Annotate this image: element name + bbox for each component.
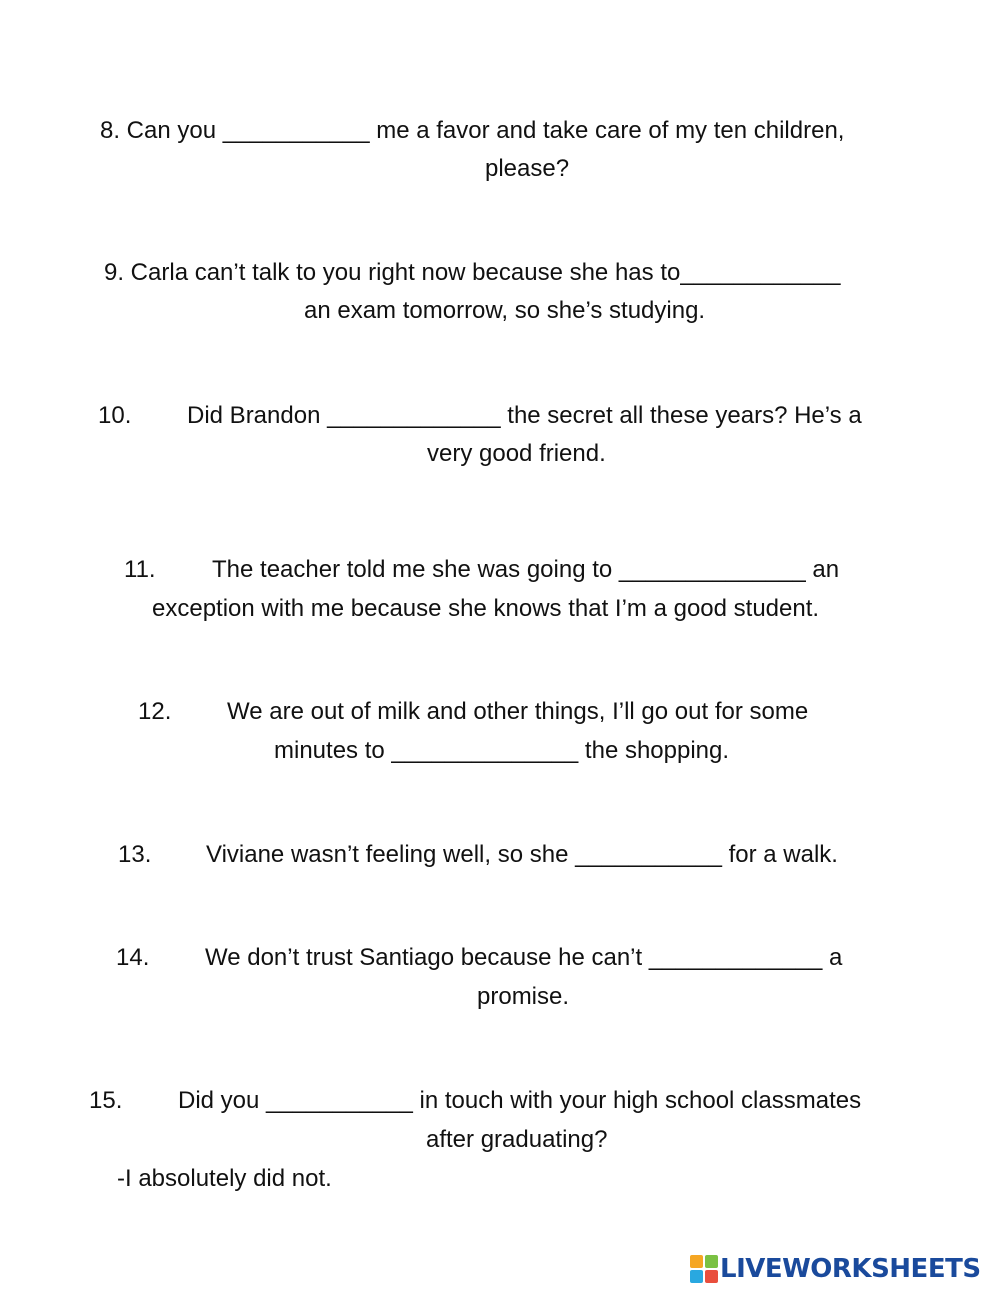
question-13-number: 13. [118,841,152,868]
question-12-line-2: minutes to ______________ the shopping. [274,737,730,764]
liveworksheets-brand [690,1252,981,1286]
question-15-line-2: after graduating? [426,1126,608,1153]
question-9-line-2: an exam tomorrow, so she’s studying. [304,297,706,324]
question-12-number: 12. [138,698,172,725]
question-9-line-1: 9. Carla can’t talk to you right now because she has to____________ [104,259,841,286]
question-15-line-1: Did you ___________ in touch with your high school classmates [178,1087,862,1114]
liveworksheets-logo-icon [690,1255,718,1283]
logo-tile-3 [690,1270,703,1283]
question-10-number: 10. [98,402,132,429]
question-11-number: 11. [124,556,156,583]
question-8-line-2: please? [485,155,570,182]
question-11-line-1: The teacher told me she was going to ______________ an [212,556,840,583]
logo-tile-1 [690,1255,703,1268]
question-8-line-1: 8. Can you ___________ me a favor and take care of my ten children, [100,117,845,144]
question-14-number: 14. [116,944,150,971]
logo-tile-2 [705,1255,718,1268]
question-15-number: 15. [89,1087,123,1114]
question-14-line-1: We don’t trust Santiago because he can’t _____________ a [205,944,843,971]
question-10-line-2: very good friend. [427,440,606,467]
question-15-answer: -I absolutely did not. [117,1165,332,1192]
question-11-line-2: exception with me because she knows that I’m a good student. [152,595,820,622]
brand-name: LIVEWORKSHEETS [720,1254,981,1284]
question-12-line-1: We are out of milk and other things, I’ll go out for some [227,698,809,725]
question-10-line-1: Did Brandon _____________ the secret all these years? He’s a [187,402,862,429]
logo-tile-4 [705,1270,718,1283]
question-13-line-1: Viviane wasn’t feeling well, so she ___________ for a walk. [206,841,838,868]
question-14-line-2: promise. [477,983,570,1010]
